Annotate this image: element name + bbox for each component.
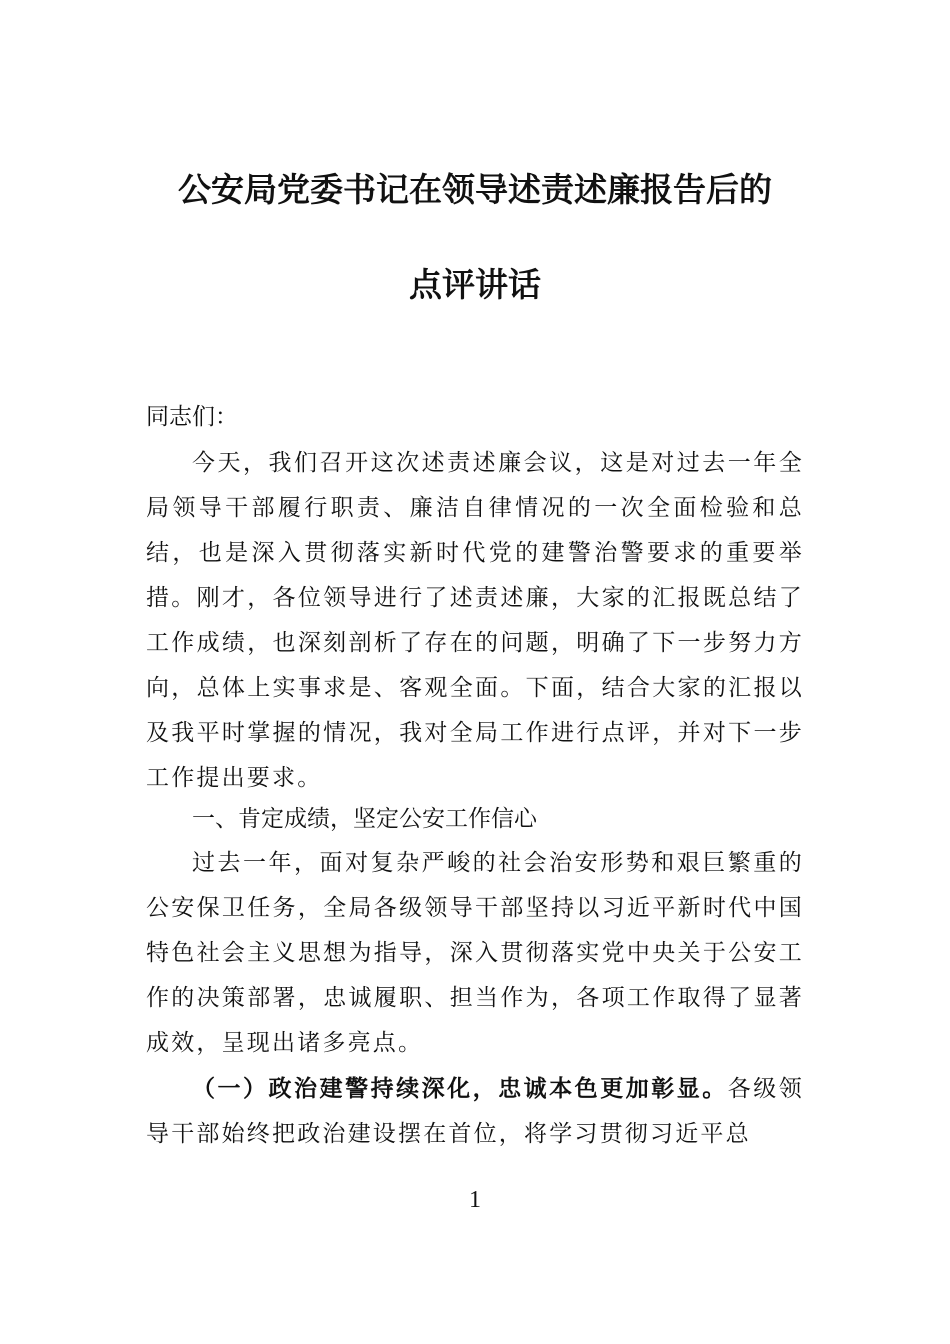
paragraph-intro: 今天，我们召开这次述责述廉会议，这是对过去一年全局领导干部履行职责、廉洁自律情况的一次全面检验和总结，也是深入贯彻落实新时代党的建警治警要求的重要举措。刚才，各位领导进行了述责述廉，大家的汇报既总结了工作成绩，也深刻剖析了存在的问题，明确了下一步努力方向，总体上实事求是、客观全面。下面，结合大家的汇报以及我平时掌握的情况，我对全局工作进行点评，并对下一步工作提出要求。 [146, 450, 804, 791]
document-title-line-1: 公安局党委书记在领导述责述廉报告后的 [178, 170, 772, 209]
paragraph-political-building-text: 各级领导干部始终把政治建设摆在首位，将学习贯彻习近平总 [146, 1076, 804, 1147]
paragraph-achievements: 过去一年，面对复杂严峻的社会治安形势和艰巨繁重的公安保卫任务，全局各级领导干部坚持以习近平新时代中国特色社会主义思想为指导，深入贯彻落实党中央关于公安工作的决策部署，忠诚履职、担当作为，各项工作取得了显著成效，呈现出诸多亮点。 [146, 850, 804, 1056]
document-title-line-2: 点评讲话 [409, 265, 541, 304]
section-heading-1: 一、肯定成绩，坚定公安工作信心 [192, 806, 537, 832]
paragraph-political-building [146, 1066, 804, 1157]
salutation: 同志们： [146, 404, 238, 430]
sub-heading-1: （一）政治建警持续深化，忠诚本色更加彰显。 [192, 1075, 728, 1102]
page-number: 1 [469, 1187, 481, 1213]
